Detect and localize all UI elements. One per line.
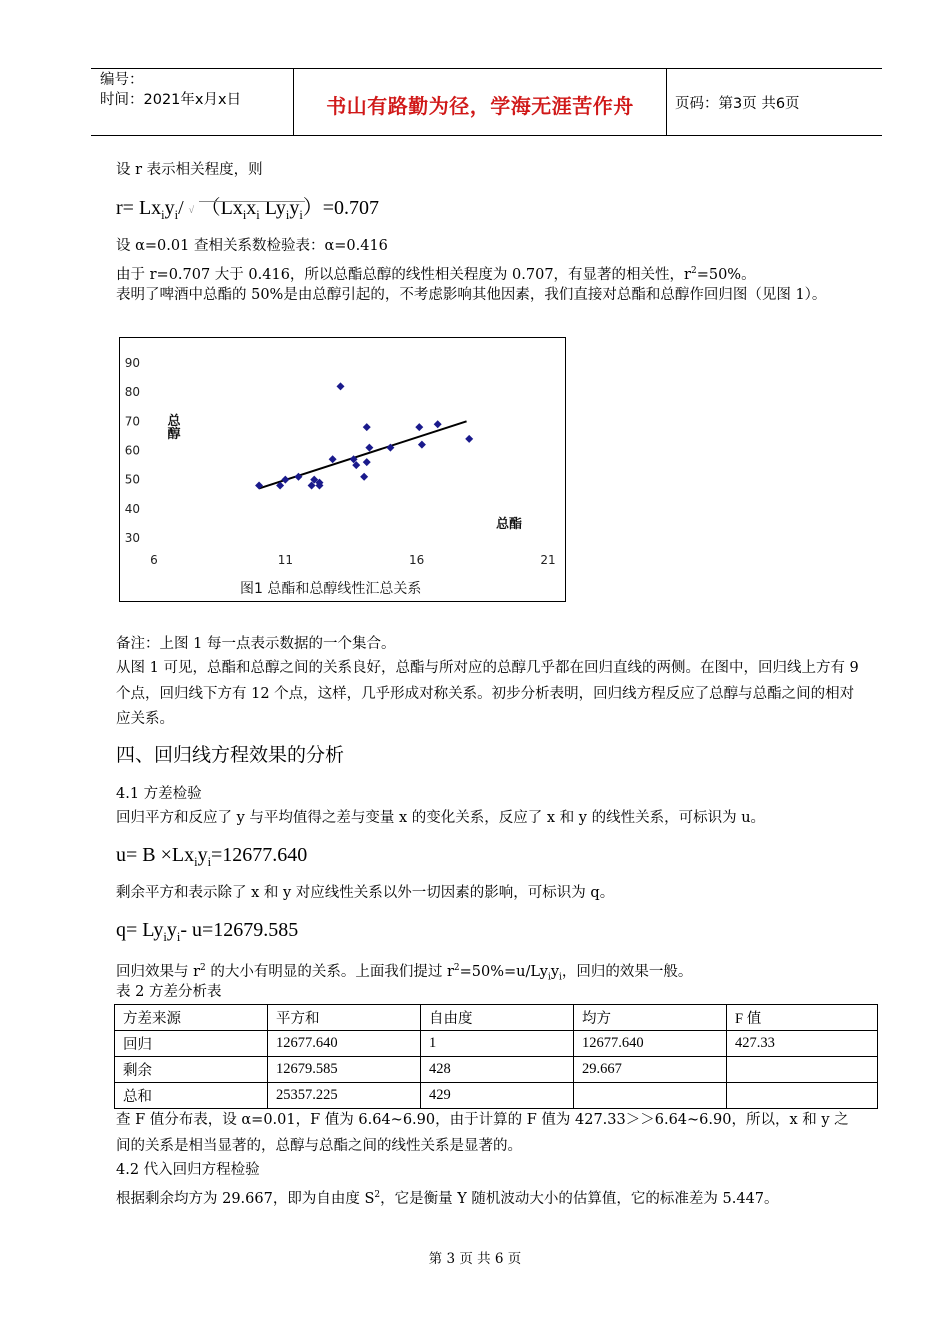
table-header-cell: F 值 <box>727 1005 878 1031</box>
table-cell: 1 <box>421 1031 574 1057</box>
x-tick-label: 6 <box>150 553 158 567</box>
table-cell <box>727 1083 878 1109</box>
scatter-chart <box>119 337 566 602</box>
table-cell <box>574 1083 727 1109</box>
y-tick-label: 70 <box>124 414 140 429</box>
data-point <box>465 435 473 443</box>
table-header-cell: 均方 <box>574 1005 727 1031</box>
paragraph-analysis: 从图 1 可见，总酯和总醇之间的关系良好，总酯与所对应的总醇几乎都在回归直线的两侧。在图中，回归线上方有 9 个点，回归线下方有 12 个点，这样，几乎形成对称关系。初步分析表明，回归线方程反应了总醇与总酯之间的相对应关系。 <box>116 660 859 727</box>
y-tick-label: 50 <box>124 472 140 487</box>
page-footer: 第 3 页 共 6 页 <box>428 1251 522 1267</box>
paragraph-regression-sum: 回归平方和反应了 y 与平均值得之差与变量 x 的变化关系，反应了 x 和 y 的线性关系，可标识为 u。 <box>116 810 766 826</box>
data-point <box>281 476 289 484</box>
table-cell: 12677.640 <box>268 1031 421 1057</box>
y-tick-label: 80 <box>124 385 140 400</box>
data-point <box>434 420 442 428</box>
formula-u: $u= B \times Lx_iy_i=12677.640$ <box>116 844 308 869</box>
data-point <box>329 455 337 463</box>
table-cell: 29.667 <box>574 1057 727 1083</box>
paragraph-correlation: 由于 r=0.707 大于 0.416，所以总酯总醇的线性相关程度为 0.707，有显著的相关性，$r^2=50\%$。 <box>116 266 756 283</box>
table-cell: 总和 <box>115 1083 268 1109</box>
sqrt-symbol: √ （$Lx_ix_i$ $Ly_iy_i$ <box>189 198 303 225</box>
y-tick-label: 90 <box>124 356 140 370</box>
x-axis-label: 总酯 <box>495 517 522 532</box>
paragraph-residual-sum: 剩余平方和表示除了 x 和 y 对应线性关系以外一切因素的影响，可标识为 q。 <box>116 885 615 901</box>
y-tick-label: 60 <box>124 443 140 458</box>
subsection-heading: 4.1 方差检验 <box>116 786 202 802</box>
table-row <box>115 1057 878 1083</box>
y-tick-label: 30 <box>124 531 140 545</box>
formula-q: $q= Ly_iy_i-$ u=12679.585 <box>116 919 299 944</box>
paragraph-r-definition: 设 r 表示相关程度，则 <box>116 162 263 178</box>
table-header-row <box>115 1005 878 1031</box>
table-row <box>115 1083 878 1109</box>
table-header-cell: 自由度 <box>421 1005 574 1031</box>
header-code-label: 编号： <box>100 72 144 88</box>
x-tick-label: 16 <box>409 553 425 567</box>
header-motto: 书山有路勤为径，学海无涯苦作舟 <box>326 94 634 118</box>
y-tick-label: 40 <box>124 501 140 516</box>
table-header-cell: 平方和 <box>268 1005 421 1031</box>
table-cell: 25357.225 <box>268 1083 421 1109</box>
paragraph-alpha: 设 α=0.01 查相关系数检验表：α=0.416 <box>116 238 388 254</box>
paragraph-note: 备注：上图 1 每一点表示数据的一个集合。 <box>116 636 396 652</box>
table-row <box>115 1031 878 1057</box>
chart-canvas <box>120 338 567 603</box>
page-header <box>91 68 882 136</box>
paragraph-f-test: 查 F 值分布表，设 α=0.01，F 值为 6.64~6.90，由于计算的 F 值为 427.33＞＞6.64~6.90，所以，x 和 y 之间的关系是相当显著的，总醇与总酯之间的线性关系是显著的。 <box>116 1112 849 1154</box>
table-cell: 剩余 <box>115 1057 268 1083</box>
table-cell: 428 <box>421 1057 574 1083</box>
data-point <box>365 444 373 452</box>
table-cell: 回归 <box>115 1031 268 1057</box>
header-page-label: 页码：第3页 共6页 <box>675 96 800 112</box>
data-point <box>418 441 426 449</box>
table-cell <box>727 1057 878 1083</box>
header-meta <box>100 70 241 110</box>
paragraph-conclusion: 表明了啤酒中总酯的 50%是由总醇引起的，不考虑影响其他因素，我们直接对总酯和总醇作回归图（见图 1）。 <box>116 287 827 303</box>
chart-title: 图1 总酯和总醇线性汇总关系 <box>240 581 422 597</box>
formula-r: $r= Lx_iy_i/$ √ （$Lx_ix_i$ $Ly_iy_i)=0.707$ <box>116 198 379 225</box>
x-tick-label: 21 <box>540 553 556 567</box>
y-axis-label: 总醇 <box>164 413 180 440</box>
table-cell: 427.33 <box>727 1031 878 1057</box>
anova-table <box>114 1004 878 1109</box>
table-cell: 12679.585 <box>268 1057 421 1083</box>
data-point <box>415 423 423 431</box>
paragraph-std-dev: 根据剩余均方为 29.667，即为自由度 $S^2$，它是衡量 Y 随机波动大小的估算值，它的标准差为 5.447。 <box>116 1190 779 1207</box>
data-point <box>363 423 371 431</box>
data-point <box>360 473 368 481</box>
table-cell: 429 <box>421 1083 574 1109</box>
data-point <box>363 458 371 466</box>
section-heading: 四、回归线方程效果的分析 <box>116 744 345 766</box>
paragraph-effect: 回归效果与 $r^2$ 的大小有明显的关系。上面我们提过 $r^2=50\%=u/Ly_iy_i$，回归的效果一般。 <box>116 963 693 983</box>
x-tick-label: 11 <box>277 553 293 567</box>
table-header-cell: 方差来源 <box>115 1005 268 1031</box>
header-top-rule <box>91 68 882 69</box>
data-point <box>336 382 344 390</box>
table-caption: 表 2 方差分析表 <box>116 984 222 1000</box>
header-time-label: 时间：2021年x月x日 <box>100 92 242 108</box>
table-cell: 12677.640 <box>574 1031 727 1057</box>
subsection-heading: 4.2 代入回归方程检验 <box>116 1162 260 1178</box>
header-bottom-rule <box>91 135 882 136</box>
